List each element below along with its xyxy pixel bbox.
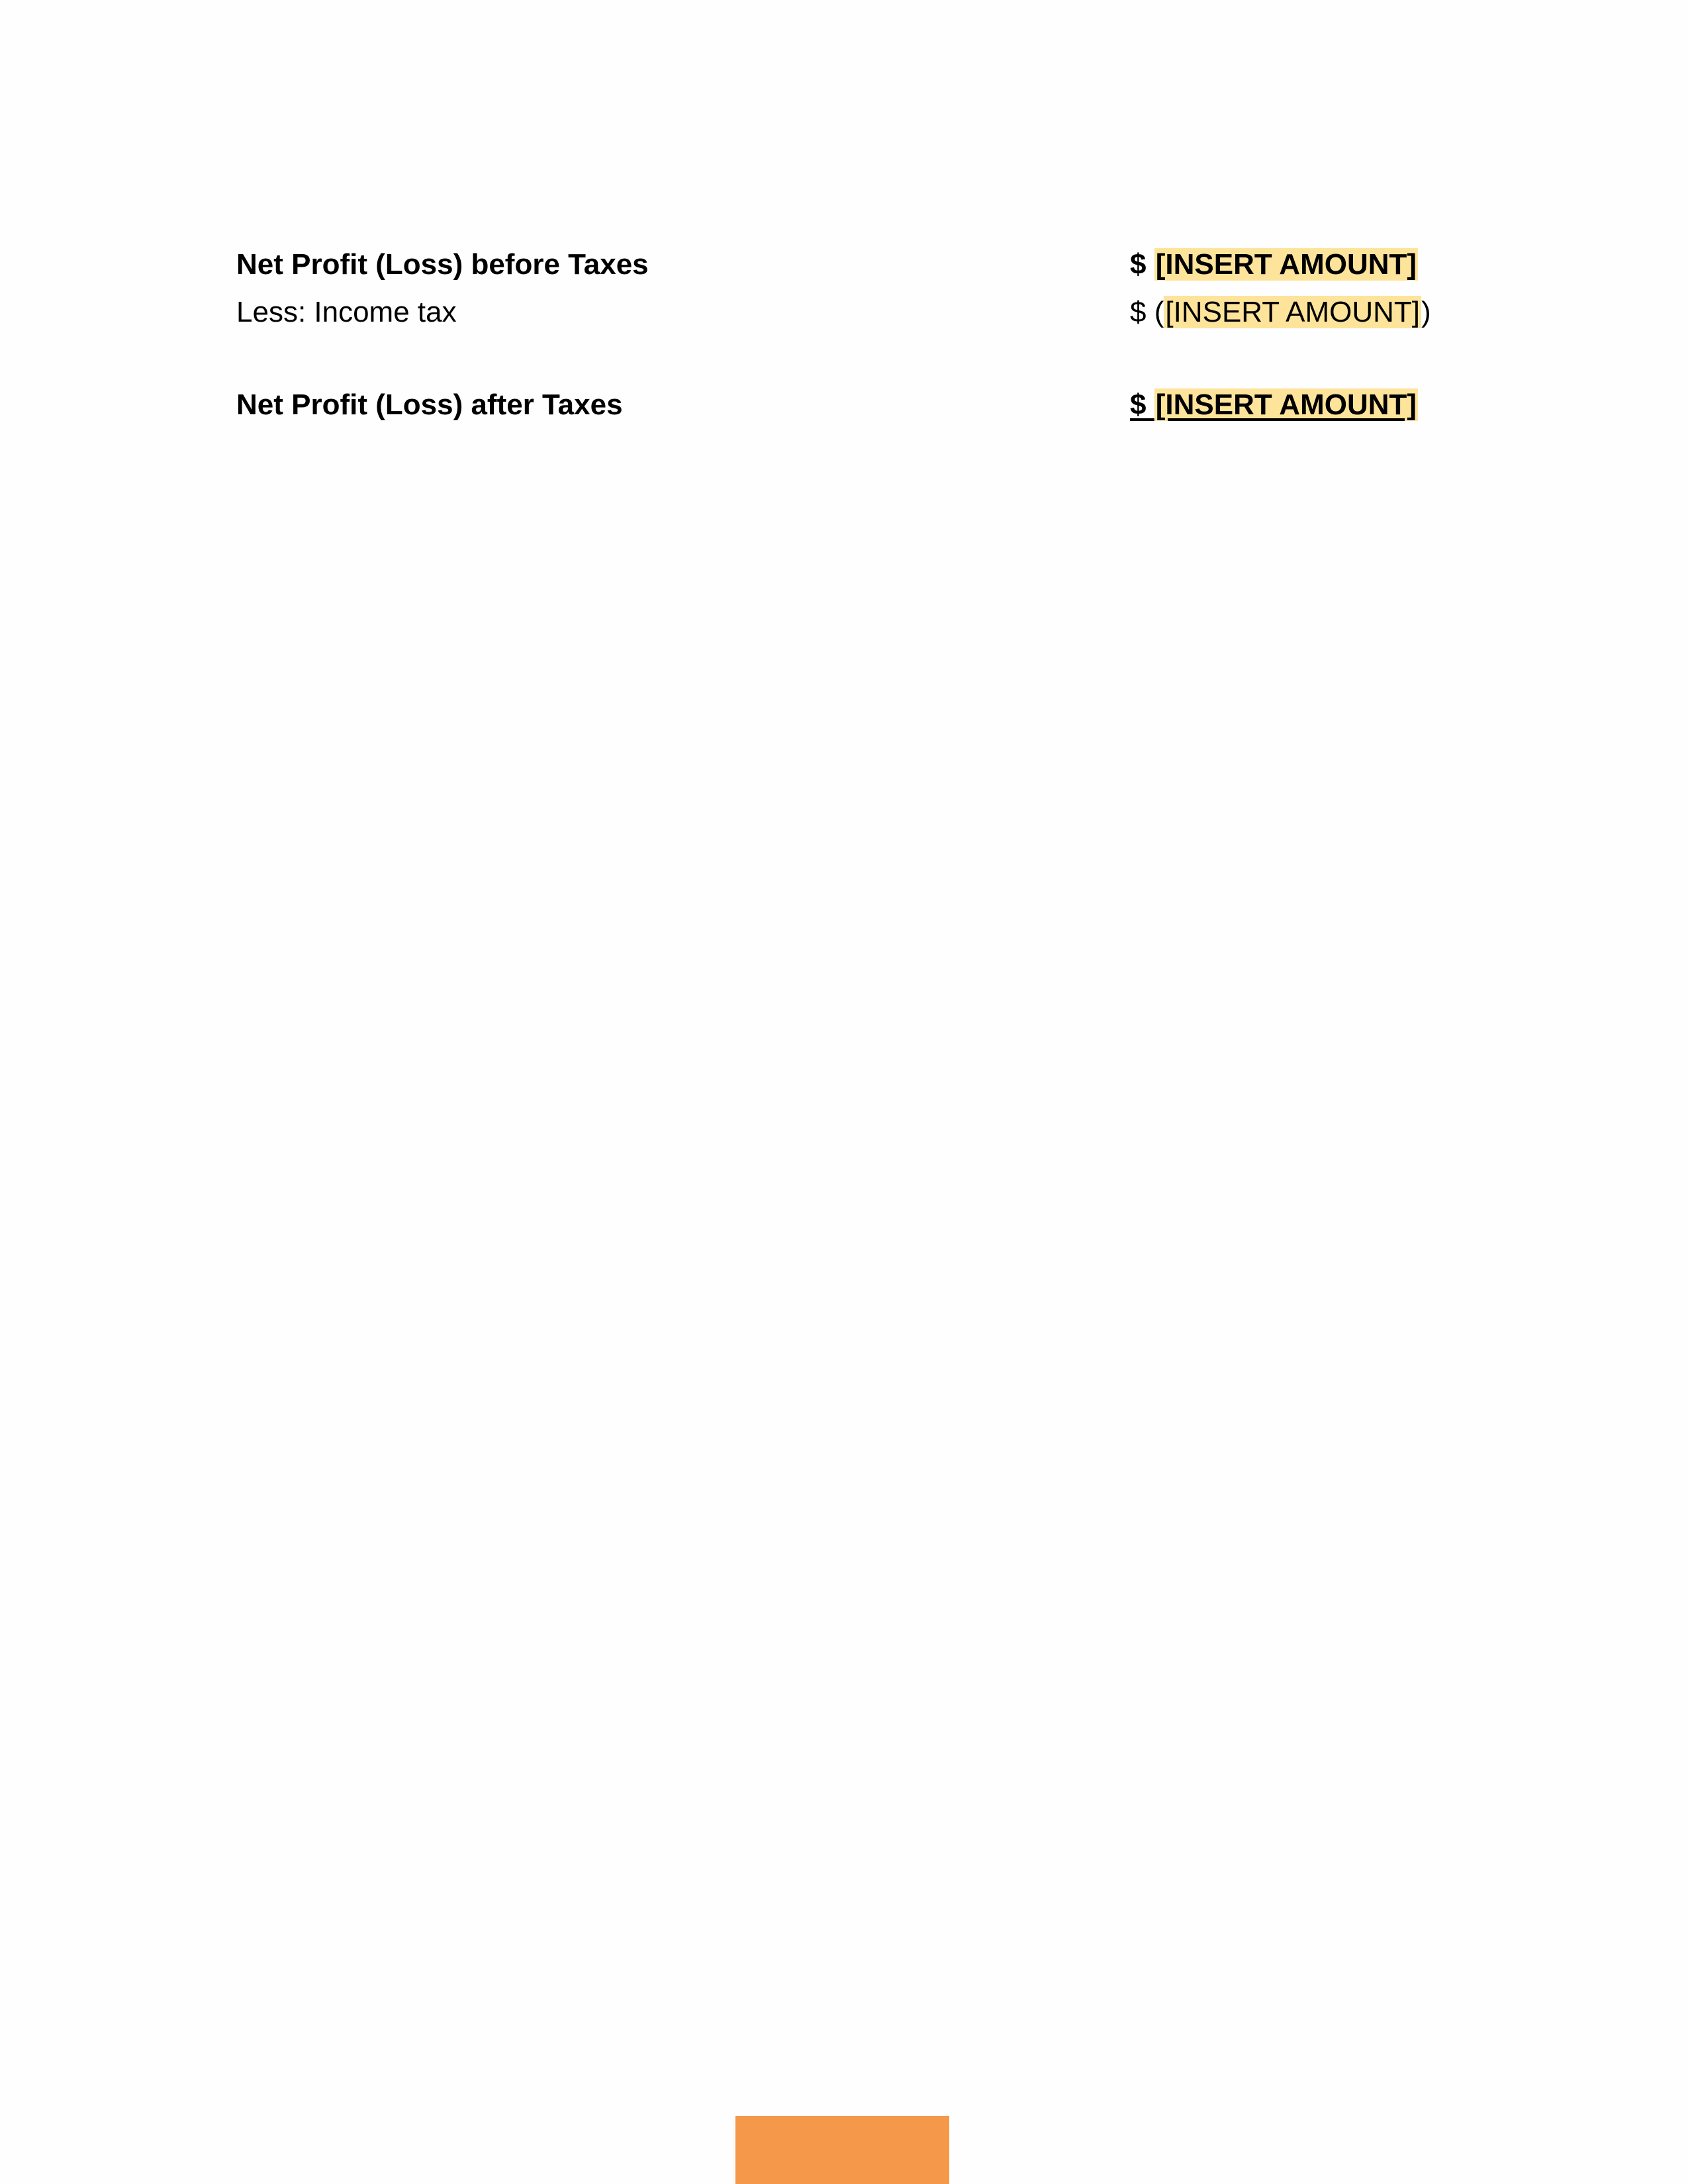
income-tax-row <box>236 291 1494 334</box>
close-paren: ) <box>1421 296 1431 328</box>
amount-placeholder: [INSERT AMOUNT] <box>1165 296 1421 328</box>
open-paren: ( <box>1154 296 1164 328</box>
net-profit-before-taxes-label: Net Profit (Loss) before Taxes <box>236 248 649 281</box>
currency-symbol: $ <box>1130 388 1147 421</box>
income-tax-label: Less: Income tax <box>236 296 457 328</box>
income-tax-amount <box>1130 291 1431 334</box>
net-profit-before-taxes-row <box>236 244 1494 286</box>
amount-placeholder: [INSERT AMOUNT] <box>1155 388 1417 421</box>
currency-symbol: $ <box>1130 296 1147 328</box>
net-profit-after-taxes-label: Net Profit (Loss) after Taxes <box>236 388 623 421</box>
footer-accent-bar <box>735 2116 949 2184</box>
currency-symbol: $ <box>1130 248 1147 281</box>
amount-placeholder: [INSERT AMOUNT] <box>1155 248 1417 281</box>
net-profit-after-taxes-row <box>236 384 1494 426</box>
net-profit-after-taxes-amount <box>1130 384 1418 426</box>
net-profit-before-taxes-amount <box>1130 244 1418 286</box>
